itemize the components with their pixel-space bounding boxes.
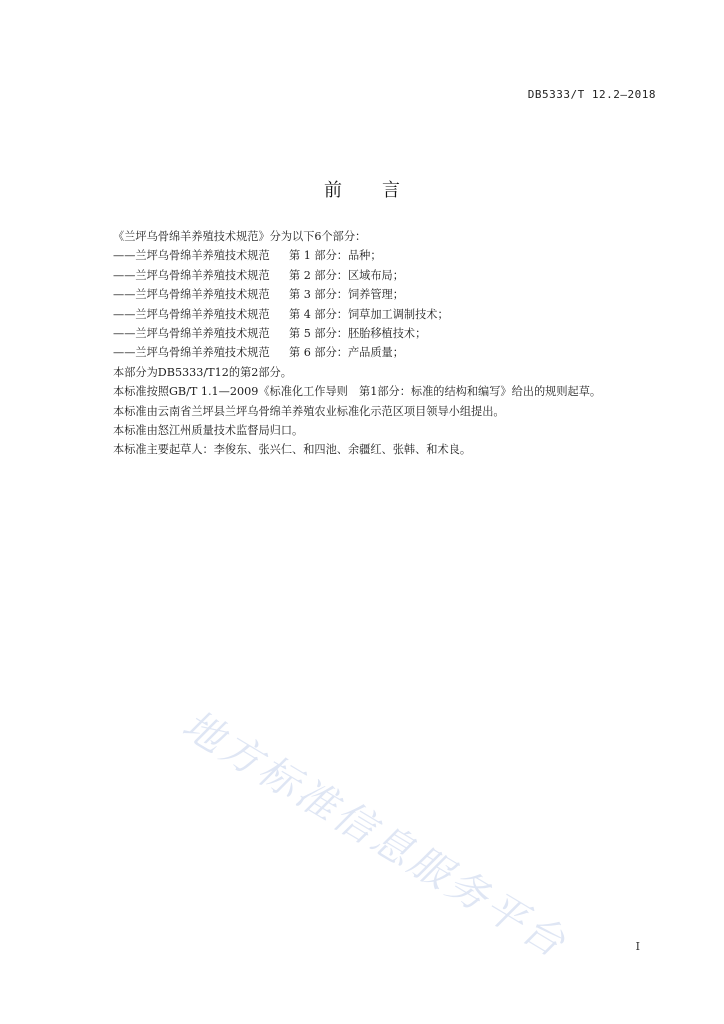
- paragraph-proposer: 本标准由云南省兰坪县兰坪乌骨绵羊养殖农业标准化示范区项目领导小组提出。: [113, 404, 505, 418]
- page-title: 前言: [324, 180, 440, 202]
- part-section: 第 4 部分：饲草加工调制技术；: [289, 307, 449, 321]
- part-list-item-2: [113, 266, 673, 285]
- part-section: 第 6 部分：产品质量；: [289, 346, 404, 360]
- watermark: 地方标准信息服务平台: [174, 701, 576, 968]
- paragraph-drafters: 本标准主要起草人：李俊东、张兴仁、和四池、余疆红、张韩、和术良。: [113, 443, 472, 457]
- part-name: ——兰坪乌骨绵羊养殖技术规范: [113, 288, 270, 302]
- document-code: DB5333/T 12.2—2018: [527, 88, 656, 101]
- part-section: 第 2 部分：区域布局；: [289, 268, 404, 282]
- part-list-item-6: [113, 343, 673, 362]
- part-list-item-4: [113, 305, 673, 324]
- part-name: ——兰坪乌骨绵羊养殖技术规范: [113, 307, 270, 321]
- part-name: ——兰坪乌骨绵羊养殖技术规范: [113, 346, 270, 360]
- paragraph-part-statement: 本部分为DB5333/T12的第2部分。: [113, 365, 292, 379]
- part-name: ——兰坪乌骨绵羊养殖技术规范: [113, 327, 270, 341]
- page-number: I: [635, 940, 640, 953]
- part-name: ——兰坪乌骨绵羊养殖技术规范: [113, 249, 270, 263]
- part-list-item-1: [113, 246, 673, 265]
- paragraph-drafting-rules: 本标准按照GB/T 1.1—2009《标准化工作导则 第1部分：标准的结构和编写》给出的规则起草。: [113, 385, 602, 399]
- part-section: 第 1 部分：品种；: [289, 249, 382, 263]
- intro-paragraph: 《兰坪乌骨绵羊养殖技术规范》分为以下6个部分：: [113, 230, 367, 243]
- part-section: 第 5 部分：胚胎移植技术；: [289, 327, 427, 341]
- part-name: ——兰坪乌骨绵羊养殖技术规范: [113, 268, 270, 282]
- part-list-item-3: [113, 285, 673, 304]
- part-list-item-5: [113, 324, 673, 343]
- part-section: 第 3 部分：饲养管理；: [289, 288, 404, 302]
- document-body: [113, 227, 673, 460]
- paragraph-administrator: 本标准由怒江州质量技术监督局归口。: [113, 424, 304, 438]
